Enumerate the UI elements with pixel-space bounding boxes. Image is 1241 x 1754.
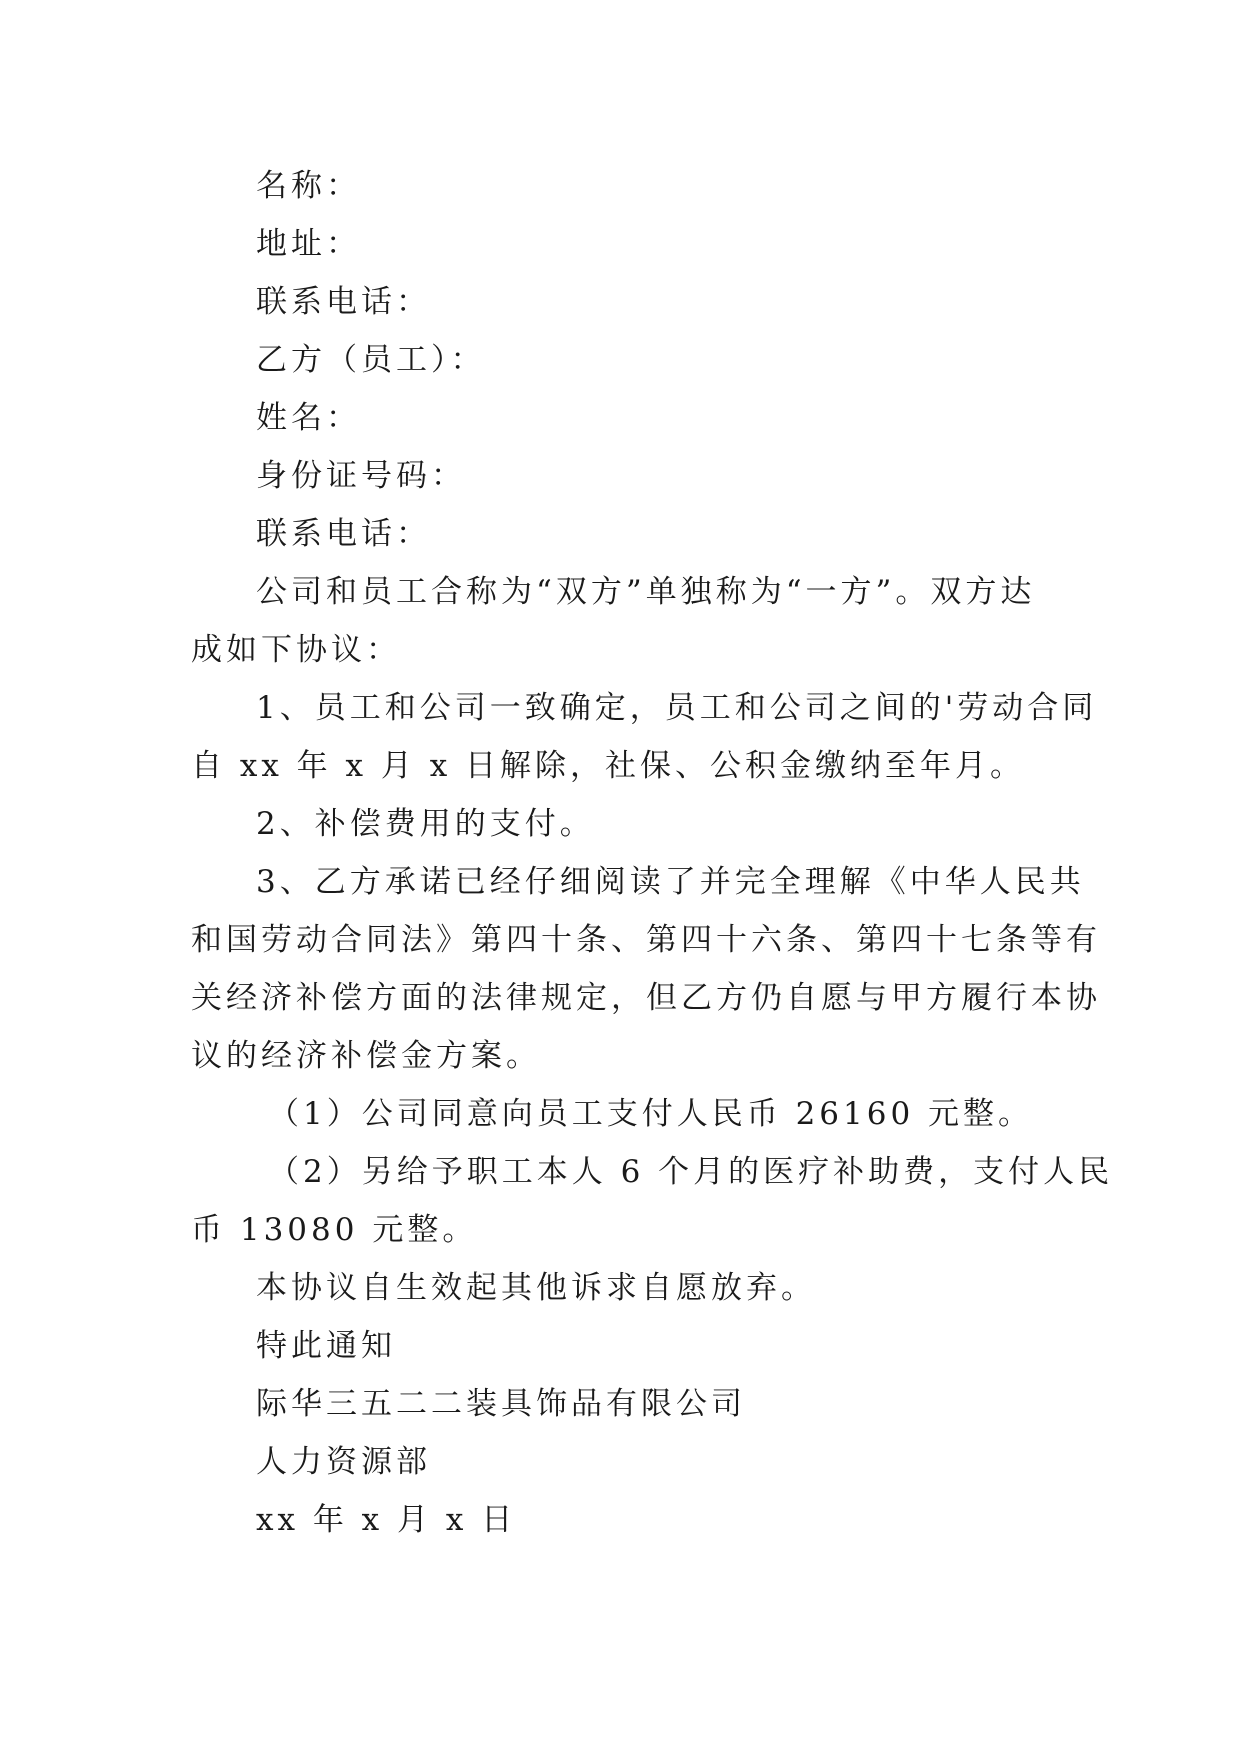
clause-1-line-2: 自 xx 年 x 月 x 日解除，社保、公积金缴纳至年月。 (191, 748, 1026, 784)
department-name: 人力资源部 (256, 1444, 431, 1480)
party-b-heading: 乙方（员工）： (256, 342, 486, 378)
item-2-line-2: 币 13080 元整。 (191, 1212, 478, 1248)
party-b-phone-label: 联系电话： (256, 516, 431, 552)
party-b-name-label: 姓名： (256, 400, 361, 436)
party-a-phone-label: 联系电话： (256, 284, 431, 320)
party-b-id-label: 身份证号码： (256, 458, 466, 494)
clause-3-line-3: 关经济补偿方面的法律规定，但乙方仍自愿与甲方履行本协 (191, 980, 1101, 1016)
party-a-name-label: 名称： (256, 168, 361, 204)
waiver-statement: 本协议自生效起其他诉求自愿放弃。 (256, 1270, 816, 1306)
clause-3-line-1: 3、乙方承诺已经仔细阅读了并完全理解《中华人民共 (256, 864, 1085, 900)
clause-3-line-2: 和国劳动合同法》第四十条、第四十六条、第四十七条等有 (191, 922, 1101, 958)
notice-text: 特此通知 (256, 1328, 396, 1364)
item-2-line-1: （2）另给予职工本人 6 个月的医疗补助费，支付人民 (268, 1154, 1114, 1190)
party-a-address-label: 地址： (256, 226, 361, 262)
clause-3-line-4: 议的经济补偿金方案。 (191, 1038, 541, 1074)
intro-line-1: 公司和员工合称为“双方”单独称为“一方”。双方达 (256, 574, 1036, 610)
intro-line-2: 成如下协议： (191, 632, 401, 668)
clause-2: 2、补偿费用的支付。 (256, 806, 595, 842)
document-date: xx 年 x 月 x 日 (256, 1502, 517, 1538)
company-name: 际华三五二二装具饰品有限公司 (256, 1386, 746, 1422)
clause-1-line-1: 1、员工和公司一致确定，员工和公司之间的'劳动合同 (256, 690, 1098, 726)
item-1: （1）公司同意向员工支付人民币 26160 元整。 (268, 1096, 1034, 1132)
